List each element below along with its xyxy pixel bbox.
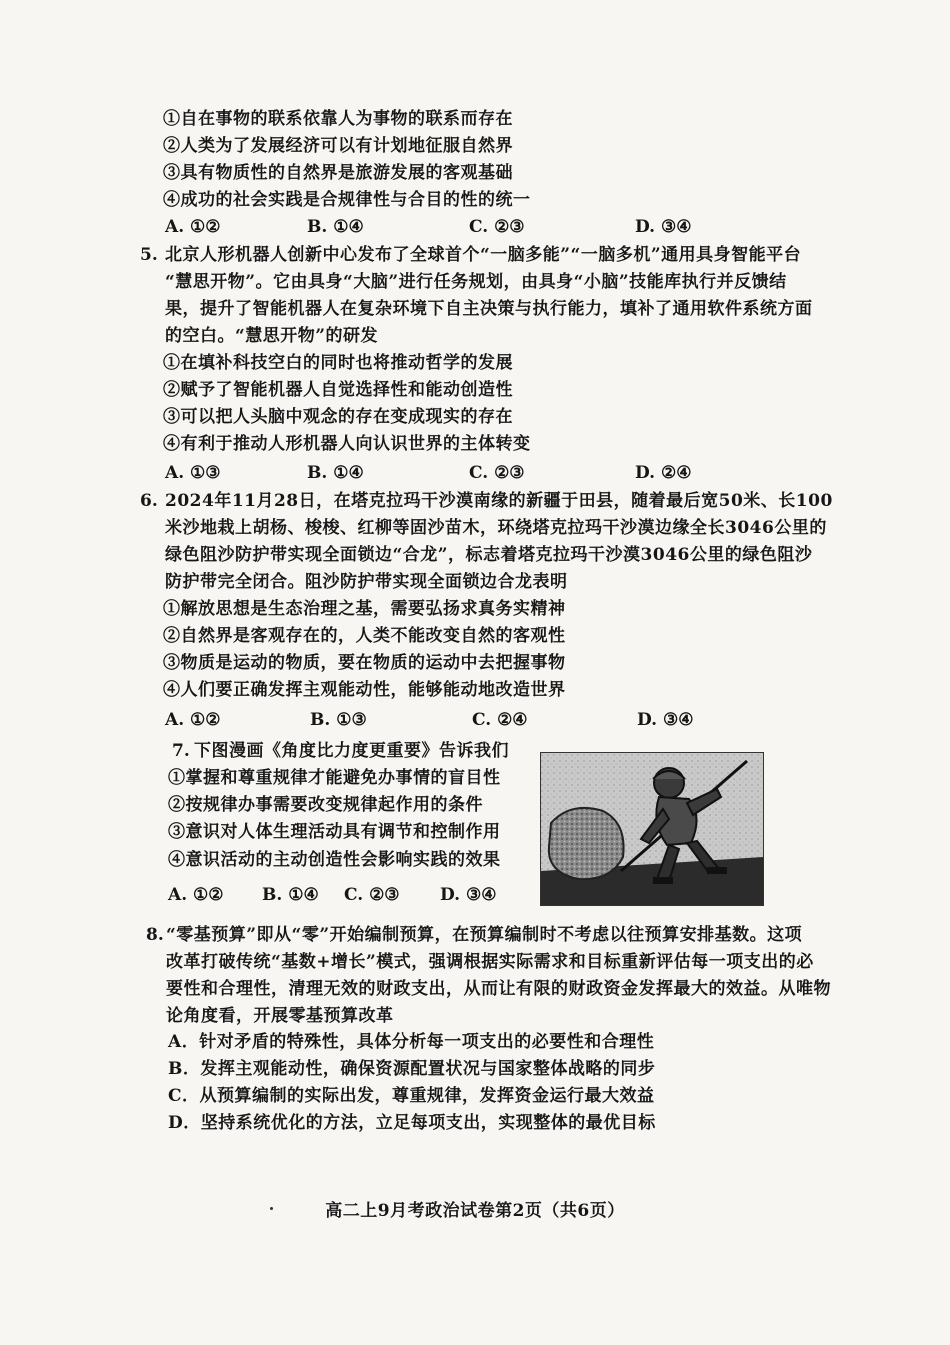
q6-number: 6.	[140, 491, 158, 511]
q6-choice-a: A. ①②	[165, 710, 221, 730]
q5-number: 5.	[140, 245, 158, 265]
q6-stem-line-2: 米沙地栽上胡杨、梭梭、红柳等固沙苗木，环绕塔克拉玛干沙漠边缘全长3046公里的	[165, 518, 827, 538]
q6-option-4: ④人们要正确发挥主观能动性，能够能动地改造世界	[163, 680, 566, 700]
q5-option-2: ②赋予了智能机器人自觉选择性和能动创造性	[163, 380, 513, 400]
q6-stem-line-4: 防护带完全闭合。阻沙防护带实现全面锁边合龙表明	[165, 572, 568, 592]
q5-choice-c: C. ②③	[469, 463, 525, 483]
q5-choice-a: A. ①③	[165, 463, 221, 483]
q4-choice-c: C. ②③	[469, 217, 525, 237]
q5-option-1: ①在填补科技空白的同时也将推动哲学的发展	[163, 353, 513, 373]
q5-option-3: ③可以把人头脑中观念的存在变成现实的存在	[163, 407, 513, 427]
q6-option-2: ②自然界是客观存在的，人类不能改变自然的客观性	[163, 626, 566, 646]
q7-option-2: ②按规律办事需要改变规律起作用的条件	[168, 795, 483, 815]
q5-stem-line-2: “慧思开物”。它由具身“大脑”进行任务规划，由具身“小脑”技能库执行并反馈结	[165, 272, 787, 292]
q5-choice-d: D. ②④	[635, 463, 692, 483]
q7-choices	[168, 884, 508, 906]
q5-choices	[165, 462, 725, 484]
cartoon-illustration	[541, 753, 763, 905]
q8-option-b: B．发挥主观能动性，确保资源配置状况与国家整体战略的同步	[168, 1059, 656, 1079]
q5-stem-line-1: 北京人形机器人创新中心发布了全球首个“一脑多能”“一脑多机”通用具身智能平台	[165, 245, 802, 265]
q6-choices	[165, 709, 725, 731]
q5-stem-line-4: 的空白。“慧思开物”的研发	[165, 326, 379, 346]
page-footer: 高二上9月考政治试卷第2页（共6页）	[325, 1201, 625, 1221]
q4-choices	[165, 216, 725, 238]
cartoon-image	[540, 752, 764, 906]
q4-choice-d: D. ③④	[635, 217, 692, 237]
q6-option-1: ①解放思想是生态治理之基，需要弘扬求真务实精神	[163, 599, 566, 619]
q8-option-c: C．从预算编制的实际出发，尊重规律，发挥资金运行最大效益	[168, 1086, 655, 1106]
q7-stem: 下图漫画《角度比力度更重要》告诉我们	[194, 741, 509, 761]
q7-choice-c: C. ②③	[344, 885, 400, 905]
q7-option-4: ④意识活动的主动创造性会影响实践的效果	[168, 850, 501, 870]
q5-stem-line-3: 果，提升了智能机器人在复杂环境下自主决策与执行能力，填补了通用软件系统方面	[165, 299, 813, 319]
q6-choice-d: D. ③④	[637, 710, 694, 730]
q7-choice-b: B. ①④	[262, 885, 319, 905]
q6-stem-line-3: 绿色阻沙防护带实现全面锁边“合龙”，标志着塔克拉玛干沙漠3046公里的绿色阻沙	[165, 545, 813, 565]
q6-choice-c: C. ②④	[472, 710, 528, 730]
q8-option-a: A．针对矛盾的特殊性，具体分析每一项支出的必要性和合理性	[168, 1032, 655, 1052]
q8-stem-line-1: “零基预算”即从“零”开始编制预算，在预算编制时不考虑以往预算安排基数。这项	[166, 925, 803, 945]
q5-choice-b: B. ①④	[307, 463, 364, 483]
q8-stem-line-2: 改革打破传统“基数+增长”模式，强调根据实际需求和目标重新评估每一项支出的必	[166, 952, 814, 972]
q8-option-d: D．坚持系统优化的方法，立足每项支出，实现整体的最优目标	[168, 1113, 656, 1133]
q4-option-2: ②人类为了发展经济可以有计划地征服自然界	[163, 136, 513, 156]
q7-choice-d: D. ③④	[440, 885, 497, 905]
q6-choice-b: B. ①③	[310, 710, 367, 730]
q4-option-4: ④成功的社会实践是合规律性与合目的性的统一	[163, 190, 531, 210]
q7-option-3: ③意识对人体生理活动具有调节和控制作用	[168, 822, 501, 842]
q4-choice-a: A. ①②	[165, 217, 221, 237]
q8-stem-line-3: 要性和合理性，清理无效的财政支出，从而让有限的财政资金发挥最大的效益。从唯物	[166, 979, 831, 999]
q6-stem-line-1: 2024年11月28日，在塔克拉玛干沙漠南缘的新疆于田县，随着最后宽50米、长100	[165, 491, 833, 511]
q7-number: 7.	[172, 741, 190, 761]
q6-option-3: ③物质是运动的物质，要在物质的运动中去把握事物	[163, 653, 566, 673]
q5-option-4: ④有利于推动人形机器人向认识世界的主体转变	[163, 434, 531, 454]
q4-choice-b: B. ①④	[307, 217, 364, 237]
q8-stem-line-4: 论角度看，开展零基预算改革	[166, 1006, 394, 1026]
q7-choice-a: A. ①②	[168, 885, 224, 905]
q7-option-1: ①掌握和尊重规律才能避免办事情的盲目性	[168, 768, 501, 788]
q8-number: 8.	[146, 925, 164, 945]
q4-option-1: ①自在事物的联系依靠人为事物的联系而存在	[163, 109, 513, 129]
q4-option-3: ③具有物质性的自然界是旅游发展的客观基础	[163, 163, 513, 183]
